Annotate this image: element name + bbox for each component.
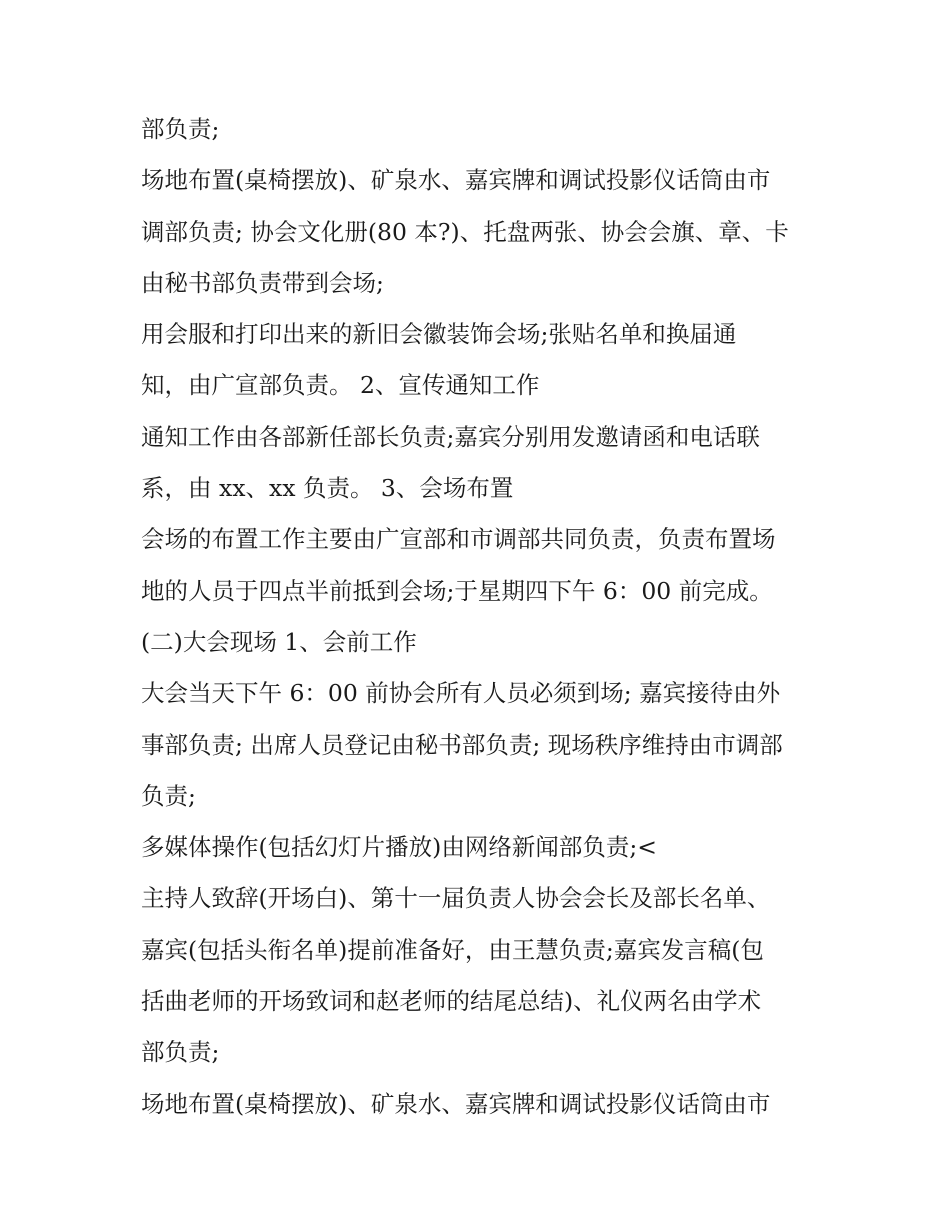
text-line: 通知工作由各部新任部长负责;嘉宾分别用发邀请函和电话联 <box>141 422 760 451</box>
text-line: 嘉宾(包括头衔名单)提前准备好，由王慧负责;嘉宾发言稿(包 <box>141 935 764 964</box>
text-line: 地的人员于四点半前抵到会场;于星期四下午 6：00 前完成。 <box>141 576 773 605</box>
text-line: 括曲老师的开场致词和赵老师的结尾总结)、礼仪两名由学术 <box>141 987 762 1016</box>
text-line: 场地布置(桌椅摆放)、矿泉水、嘉宾牌和调试投影仪话筒由市 <box>141 1089 771 1118</box>
text-line: 系，由 xx、xx 负责。 3、会场布置 <box>141 474 514 503</box>
text-line: (二)大会现场 1、会前工作 <box>141 627 417 656</box>
text-line: 多媒体操作(包括幻灯片播放)由网络新闻部负责;< <box>141 833 657 862</box>
text-line: 主持人致辞(开场白)、第十一届负责人协会会长及部长名单、 <box>141 884 771 913</box>
text-line: 负责; <box>141 781 196 810</box>
text-line: 事部负责; 出席人员登记由秘书部负责; 现场秩序维持由市调部 <box>141 730 783 759</box>
text-line: 知，由广宣部负责。 2、宣传通知工作 <box>141 371 540 400</box>
document-body <box>141 104 821 1130</box>
text-line: 由秘书部负责带到会场; <box>141 268 384 297</box>
text-line: 部负责; <box>141 1038 220 1067</box>
text-line: 调部负责; 协会文化册(80 本?)、托盘两张、协会会旗、章、卡 <box>141 217 789 246</box>
text-line: 大会当天下午 6：00 前协会所有人员必须到场; 嘉宾接待由外 <box>141 679 781 708</box>
text-line: 会场的布置工作主要由广宣部和市调部共同负责，负责布置场 <box>141 525 776 554</box>
text-line: 用会服和打印出来的新旧会徽装饰会场;张贴名单和换届通 <box>141 320 737 349</box>
text-line: 部负责; <box>141 115 220 143</box>
text-line: 场地布置(桌椅摆放)、矿泉水、嘉宾牌和调试投影仪话筒由市 <box>141 166 771 195</box>
